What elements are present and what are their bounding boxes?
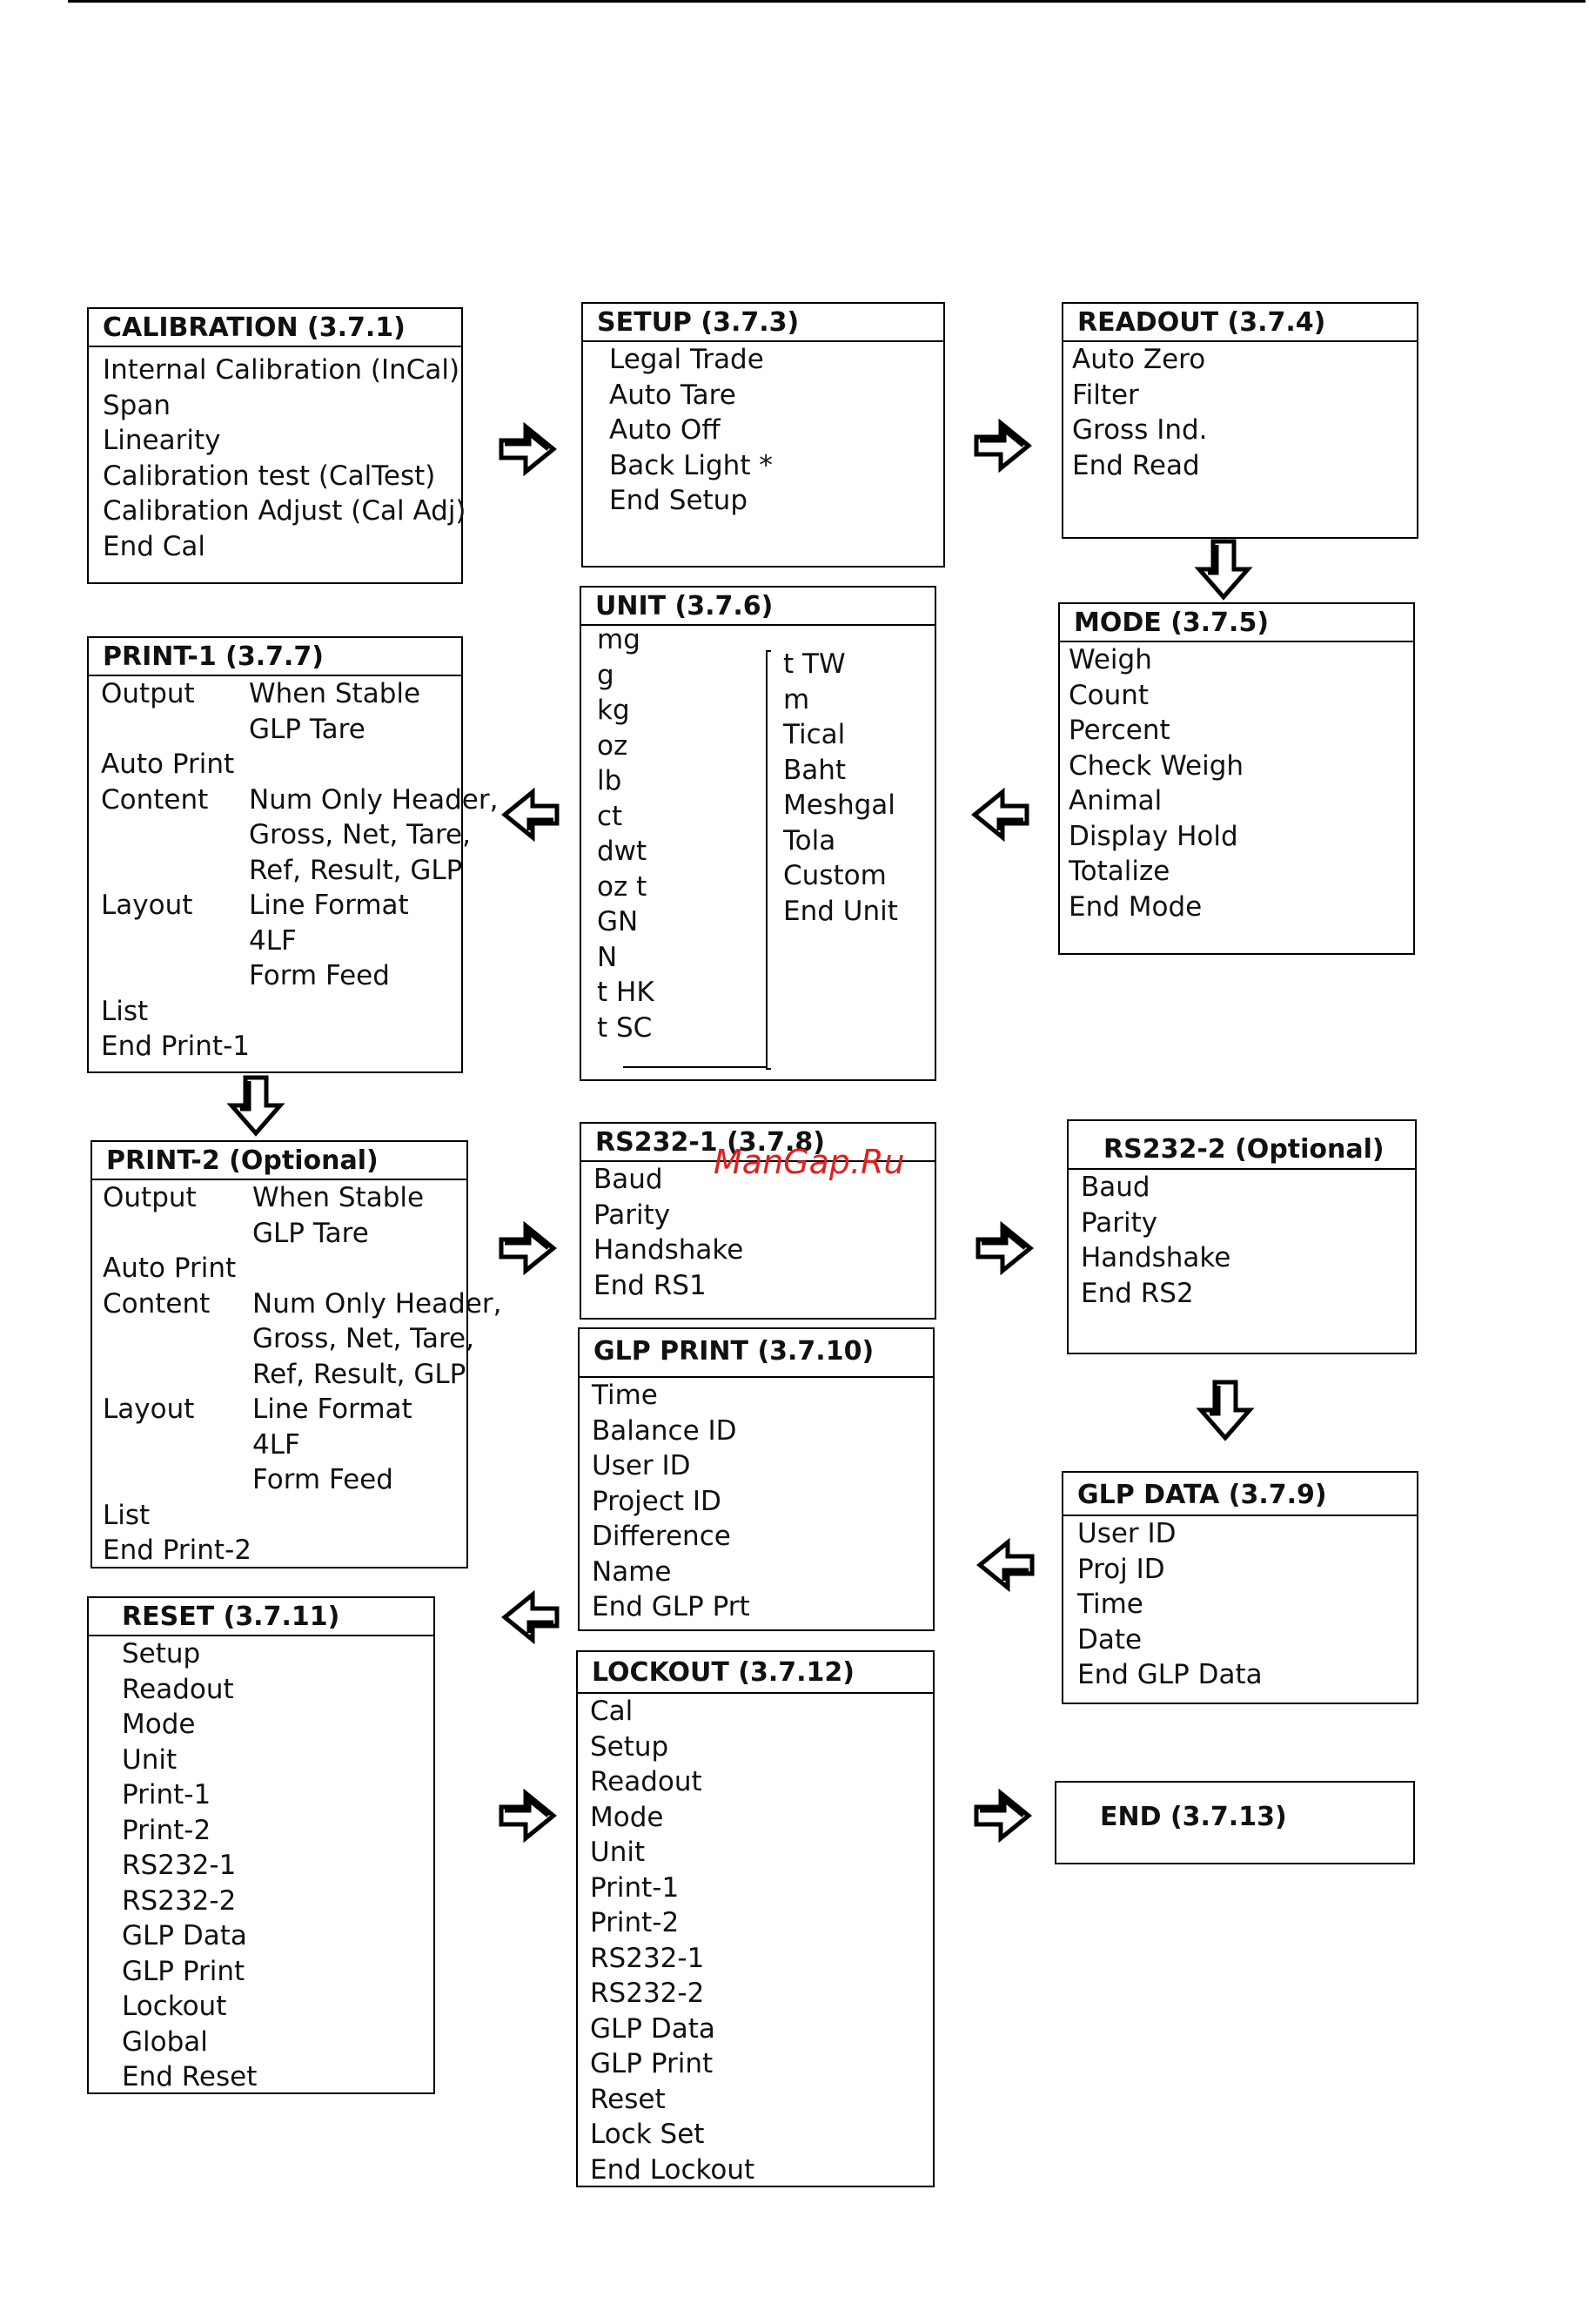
menu-item: End Read xyxy=(1072,449,1200,481)
menu-row-label: End Print-2 xyxy=(103,1535,251,1566)
menu-item: GLP Print xyxy=(590,2048,714,2079)
menu-item: RS232-1 xyxy=(122,1850,237,1881)
menu-item: GLP Data xyxy=(122,1920,247,1951)
rs232-2-title: RS232-2 (Optional) xyxy=(1069,1121,1415,1170)
menu-item: Calibration Adjust (Cal Adj) xyxy=(103,495,466,527)
menu-row-value: 4LF xyxy=(252,1428,300,1461)
reset-box xyxy=(87,1596,435,2094)
unit-col1 xyxy=(597,622,654,1045)
menu-row-value: When Stable xyxy=(252,1182,425,1213)
menu-item: Baht xyxy=(783,754,847,786)
menu-item: Display Hold xyxy=(1069,820,1238,852)
rs232-2-list xyxy=(1069,1170,1415,1311)
menu-item: m xyxy=(783,683,810,715)
menu-row xyxy=(103,1180,466,1216)
unit-bracket xyxy=(766,650,771,1070)
menu-item: Print-1 xyxy=(122,1779,211,1810)
menu-row-value: Num Only Header, xyxy=(252,1287,502,1320)
readout-list xyxy=(1063,342,1417,483)
menu-item: End Setup xyxy=(609,485,748,516)
menu-row xyxy=(103,1321,474,1357)
menu-row xyxy=(101,783,499,818)
menu-row xyxy=(103,1533,466,1568)
menu-item: End GLP Data xyxy=(1077,1659,1263,1690)
menu-item: t HK xyxy=(597,977,654,1008)
setup-list xyxy=(583,342,943,519)
unit-col2 xyxy=(783,647,898,929)
menu-item: Baud xyxy=(593,1164,663,1195)
rs232-2-box xyxy=(1067,1119,1417,1354)
arrow-left-icon xyxy=(499,1586,562,1649)
menu-item: User ID xyxy=(592,1450,691,1481)
arrow-down-icon xyxy=(225,1074,287,1137)
menu-item: Name xyxy=(592,1555,672,1588)
menu-row xyxy=(103,1216,466,1252)
menu-row xyxy=(101,924,461,959)
menu-row-label: Content xyxy=(101,783,209,816)
menu-row xyxy=(103,1286,502,1322)
reset-list xyxy=(89,1636,433,2095)
menu-item: Parity xyxy=(593,1199,671,1231)
menu-item: Tola xyxy=(783,824,836,856)
menu-item: Totalize xyxy=(1069,856,1170,887)
calibration-box xyxy=(87,307,466,584)
menu-item: Unit xyxy=(590,1837,646,1868)
menu-row-value: Gross, Net, Tare, xyxy=(252,1323,474,1354)
menu-item: Unit xyxy=(122,1743,178,1776)
unit-box xyxy=(580,586,936,1081)
arrow-left-icon xyxy=(975,1534,1037,1596)
watermark: ManGap.Ru xyxy=(714,1143,905,1181)
menu-item: Handshake xyxy=(593,1234,744,1266)
menu-row xyxy=(101,994,461,1030)
menu-item: Project ID xyxy=(592,1485,721,1517)
menu-row-value: Ref, Result, GLP xyxy=(252,1358,466,1390)
mode-title: MODE (3.7.5) xyxy=(1060,604,1413,642)
menu-row xyxy=(103,1498,466,1534)
menu-row xyxy=(103,1251,466,1286)
menu-row-value: Form Feed xyxy=(249,960,390,991)
lockout-list xyxy=(578,1694,933,2187)
glp-data-box xyxy=(1062,1471,1418,1704)
menu-item: Print-2 xyxy=(590,1907,680,1938)
arrow-right-icon xyxy=(496,1217,559,1280)
reset-title: RESET (3.7.11) xyxy=(89,1598,433,1636)
menu-item: Auto Tare xyxy=(609,379,736,411)
menu-item: User ID xyxy=(1077,1518,1177,1549)
glp-data-title: GLP DATA (3.7.9) xyxy=(1063,1473,1417,1516)
print2-box xyxy=(91,1140,502,1568)
menu-row-label: List xyxy=(103,1499,151,1531)
menu-item: Count xyxy=(1069,679,1150,711)
menu-row-label: List xyxy=(101,995,149,1027)
menu-item: Cal xyxy=(590,1696,634,1727)
arrow-down-icon xyxy=(1192,538,1255,601)
menu-item: GN xyxy=(597,906,639,937)
menu-row xyxy=(101,747,461,783)
menu-item: End Reset xyxy=(122,2061,258,2092)
menu-row xyxy=(101,712,461,748)
menu-item: Auto Zero xyxy=(1072,344,1206,375)
menu-row-value: GLP Tare xyxy=(252,1217,369,1249)
readout-box xyxy=(1062,302,1418,539)
menu-item: Back Light * xyxy=(609,449,773,481)
menu-item: Handshake xyxy=(1081,1242,1231,1273)
menu-item: Proj ID xyxy=(1077,1553,1165,1585)
menu-item: Print-1 xyxy=(590,1871,680,1904)
menu-item: GLP Data xyxy=(590,2012,715,2045)
menu-row xyxy=(103,1462,466,1498)
menu-item: Auto Off xyxy=(609,414,721,446)
menu-item: Mode xyxy=(590,1801,664,1833)
menu-item: Lock Set xyxy=(590,2119,705,2150)
glp-print-list xyxy=(580,1378,933,1625)
menu-item: Span xyxy=(103,389,171,421)
menu-item: Setup xyxy=(122,1638,201,1669)
mode-box xyxy=(1058,602,1415,955)
menu-row-label: Layout xyxy=(103,1394,195,1425)
setup-title: SETUP (3.7.3) xyxy=(583,304,943,342)
menu-item: Time xyxy=(592,1380,658,1411)
menu-item: Readout xyxy=(122,1673,234,1705)
menu-item: Mode xyxy=(122,1709,196,1740)
menu-item: mg xyxy=(597,624,640,655)
menu-item: kg xyxy=(597,695,630,726)
menu-item: Lockout xyxy=(122,1991,227,2022)
arrow-left-icon xyxy=(969,783,1032,846)
menu-item: End Unit xyxy=(783,895,898,927)
menu-item: Legal Trade xyxy=(609,344,764,375)
glp-print-title: GLP PRINT (3.7.10) xyxy=(580,1329,933,1378)
print1-box xyxy=(87,636,499,1073)
menu-item: Reset xyxy=(590,2083,666,2115)
menu-row-label: Content xyxy=(103,1287,211,1320)
menu-item: End GLP Prt xyxy=(592,1591,750,1622)
print2-rows xyxy=(92,1180,502,1568)
menu-item: Balance ID xyxy=(592,1414,737,1447)
print2-title: PRINT-2 (Optional) xyxy=(92,1142,466,1180)
calibration-list xyxy=(89,347,466,564)
menu-item: RS232-1 xyxy=(590,1942,705,1974)
menu-item: Percent xyxy=(1069,715,1170,746)
menu-item: N xyxy=(597,941,618,973)
menu-item: Tical xyxy=(783,719,846,750)
unit-bracket-bottom xyxy=(623,1066,768,1068)
menu-item: oz t xyxy=(597,870,647,903)
menu-item: Baud xyxy=(1081,1172,1150,1203)
menu-row-label: End Print-1 xyxy=(101,1031,250,1062)
menu-row-value: 4LF xyxy=(249,924,297,957)
menu-row-label: Output xyxy=(103,1182,197,1213)
menu-row-value: GLP Tare xyxy=(249,713,365,745)
menu-row-label: Auto Print xyxy=(101,749,235,780)
glp-print-box xyxy=(578,1327,935,1631)
menu-row xyxy=(103,1392,466,1427)
menu-item: oz xyxy=(597,729,628,762)
menu-row xyxy=(101,1029,461,1065)
menu-item: Custom xyxy=(783,860,887,891)
menu-item: Print-2 xyxy=(122,1814,211,1846)
rs232-1-title: RS232-1 (3.7.8) xyxy=(581,1124,935,1162)
menu-item: RS232-2 xyxy=(590,1978,705,2009)
menu-item: Difference xyxy=(592,1521,731,1552)
arrow-right-icon xyxy=(496,1784,559,1847)
menu-row-value: Gross, Net, Tare, xyxy=(249,819,471,850)
menu-item: lb xyxy=(597,765,622,796)
menu-item: ct xyxy=(597,800,623,832)
menu-item: Readout xyxy=(590,1766,702,1797)
print1-title: PRINT-1 (3.7.7) xyxy=(89,638,461,676)
unit-title: UNIT (3.7.6) xyxy=(581,588,935,626)
lockout-title: LOCKOUT (3.7.12) xyxy=(578,1652,933,1694)
menu-item: Internal Calibration (InCal) xyxy=(103,354,460,386)
menu-row-label: Output xyxy=(101,678,195,709)
menu-item: Check Weigh xyxy=(1069,749,1244,782)
menu-item: Meshgal xyxy=(783,789,895,821)
mode-list xyxy=(1060,642,1413,924)
menu-row-value: Ref, Result, GLP xyxy=(249,854,463,886)
menu-item: Global xyxy=(122,2025,208,2058)
menu-item: RS232-2 xyxy=(122,1884,237,1917)
menu-row xyxy=(101,676,461,712)
arrow-right-icon xyxy=(971,1784,1034,1847)
menu-row-label: Layout xyxy=(101,890,193,921)
menu-item: End RS2 xyxy=(1081,1277,1194,1309)
menu-item: Calibration test (CalTest) xyxy=(103,460,436,492)
top-rule xyxy=(68,0,1586,3)
menu-item: Animal xyxy=(1069,785,1163,816)
menu-item: t TW xyxy=(783,648,846,680)
menu-item: Date xyxy=(1077,1623,1143,1656)
glp-data-list xyxy=(1063,1516,1417,1693)
readout-title: READOUT (3.7.4) xyxy=(1063,304,1417,342)
menu-item: End Lockout xyxy=(590,2153,755,2186)
arrow-right-icon xyxy=(973,1217,1036,1280)
menu-item: Linearity xyxy=(103,425,221,456)
menu-item: End Cal xyxy=(103,530,206,562)
menu-item: Filter xyxy=(1072,379,1139,411)
menu-row xyxy=(101,958,461,994)
setup-box xyxy=(581,302,945,568)
arrow-left-icon xyxy=(499,783,562,846)
menu-row-value: Line Format xyxy=(252,1394,412,1425)
menu-row-label: Auto Print xyxy=(103,1253,237,1284)
menu-item: Setup xyxy=(590,1730,669,1763)
menu-item: dwt xyxy=(597,836,647,867)
arrow-down-icon xyxy=(1194,1379,1257,1441)
menu-row-value: Form Feed xyxy=(252,1464,393,1495)
end-box xyxy=(1055,1781,1415,1864)
arrow-right-icon xyxy=(971,414,1034,477)
menu-item: Parity xyxy=(1081,1206,1158,1239)
menu-row xyxy=(103,1427,466,1463)
menu-item: t SC xyxy=(597,1011,653,1044)
menu-row xyxy=(101,817,471,853)
menu-row xyxy=(101,853,461,889)
menu-item: End Mode xyxy=(1069,890,1203,923)
end-title: END (3.7.13) xyxy=(1100,1802,1287,1832)
menu-row-value: Num Only Header, xyxy=(249,783,499,816)
print1-rows xyxy=(89,676,499,1065)
menu-item: Gross Ind. xyxy=(1072,414,1208,446)
menu-item: End RS1 xyxy=(593,1269,707,1301)
calibration-title: CALIBRATION (3.7.1) xyxy=(89,309,461,347)
menu-item: Weigh xyxy=(1069,644,1152,675)
menu-item: Time xyxy=(1077,1589,1143,1620)
lockout-box xyxy=(576,1650,935,2187)
arrow-right-icon xyxy=(496,418,559,480)
menu-row-value: When Stable xyxy=(249,678,421,709)
rs232-1-list xyxy=(581,1162,935,1303)
menu-row xyxy=(101,888,461,924)
menu-row-value: Line Format xyxy=(249,890,409,921)
menu-item: g xyxy=(597,659,614,691)
menu-item: GLP Print xyxy=(122,1955,245,1987)
menu-row xyxy=(103,1357,466,1393)
